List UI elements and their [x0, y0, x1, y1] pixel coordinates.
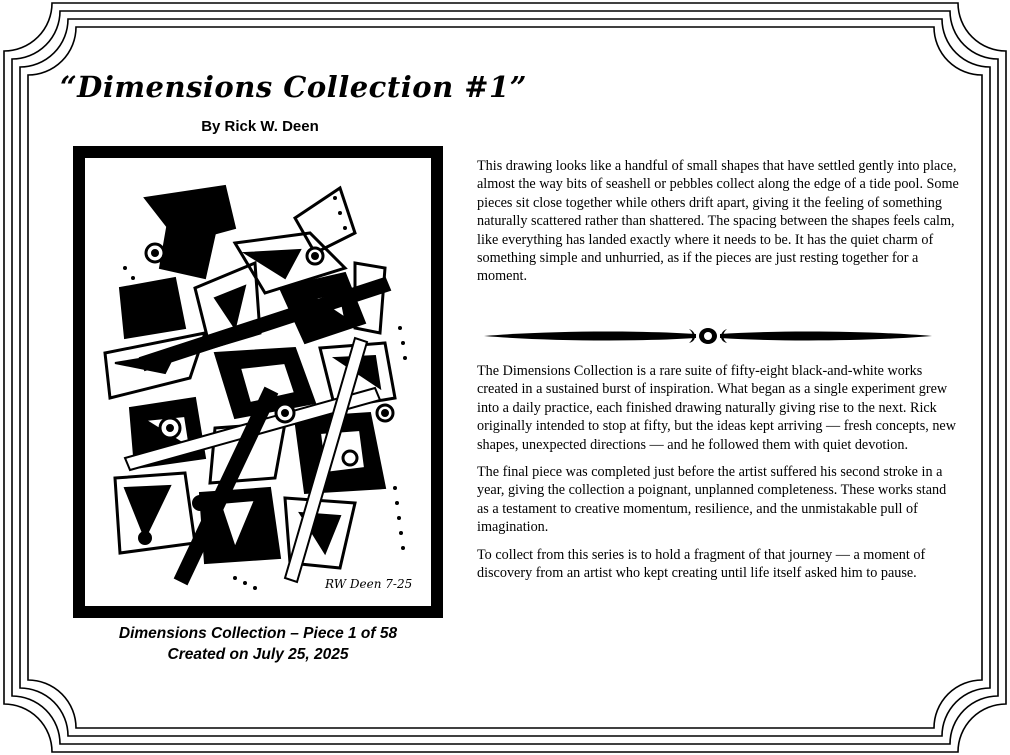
artwork-mat: [85, 158, 431, 606]
body-paragraph-1: The Dimensions Collection is a rare suite of fifty-eight black-and-white works created in a sustained burst of inspiration. What began as a single experiment grew into a daily practice, each finished drawing naturally giving rise to the next. Rick originally intended to stop at fifty, but the ideas kept arriving — fresh concepts, new shapes, unexpected directions — and he followed them with quiet devotion.: [477, 363, 956, 453]
intro-paragraph: This drawing looks like a handful of small shapes that have settled gently into place, almost the way bits of seashell or pebbles collect along the edge of a tide pool. Some pieces sit close together while others drift apart, giving it the feeling of something naturally scattered rather than shattered. The spacing between the shapes feels calm, like everything has landed exactly where it needs to be. It has the quiet charm of something simple and unhurried, as if the pieces are just resting together for a moment.: [477, 158, 959, 285]
intro-text: [477, 157, 959, 295]
artist-byline: By Rick W. Deen: [201, 118, 319, 135]
artwork-caption: [73, 623, 443, 665]
artwork-signature: RW Deen 7-25: [325, 577, 413, 591]
body-paragraph-2: The final piece was completed just before the artist suffered his second stroke in a year, giving the collection a poignant, unplanned completeness. These works stand as a testament to creative momentum, resilience, and the unmistakable pull of imagination.: [477, 464, 947, 536]
artwork-frame: [73, 146, 443, 618]
ornamental-divider: [484, 325, 932, 347]
collection-description: [477, 362, 959, 591]
caption-piece-number: Dimensions Collection – Piece 1 of 58: [118, 625, 398, 642]
caption-creation-date: Created on July 25, 2025: [167, 646, 349, 663]
body-paragraph-3: To collect from this series is to hold a fragment of that journey — a moment of discovery from an artist who kept creating until life itself asked him to pause.: [477, 546, 926, 582]
page-title: “Dimensions Collection #1”: [60, 70, 527, 104]
abstract-geometric-drawing-icon: [85, 158, 431, 606]
